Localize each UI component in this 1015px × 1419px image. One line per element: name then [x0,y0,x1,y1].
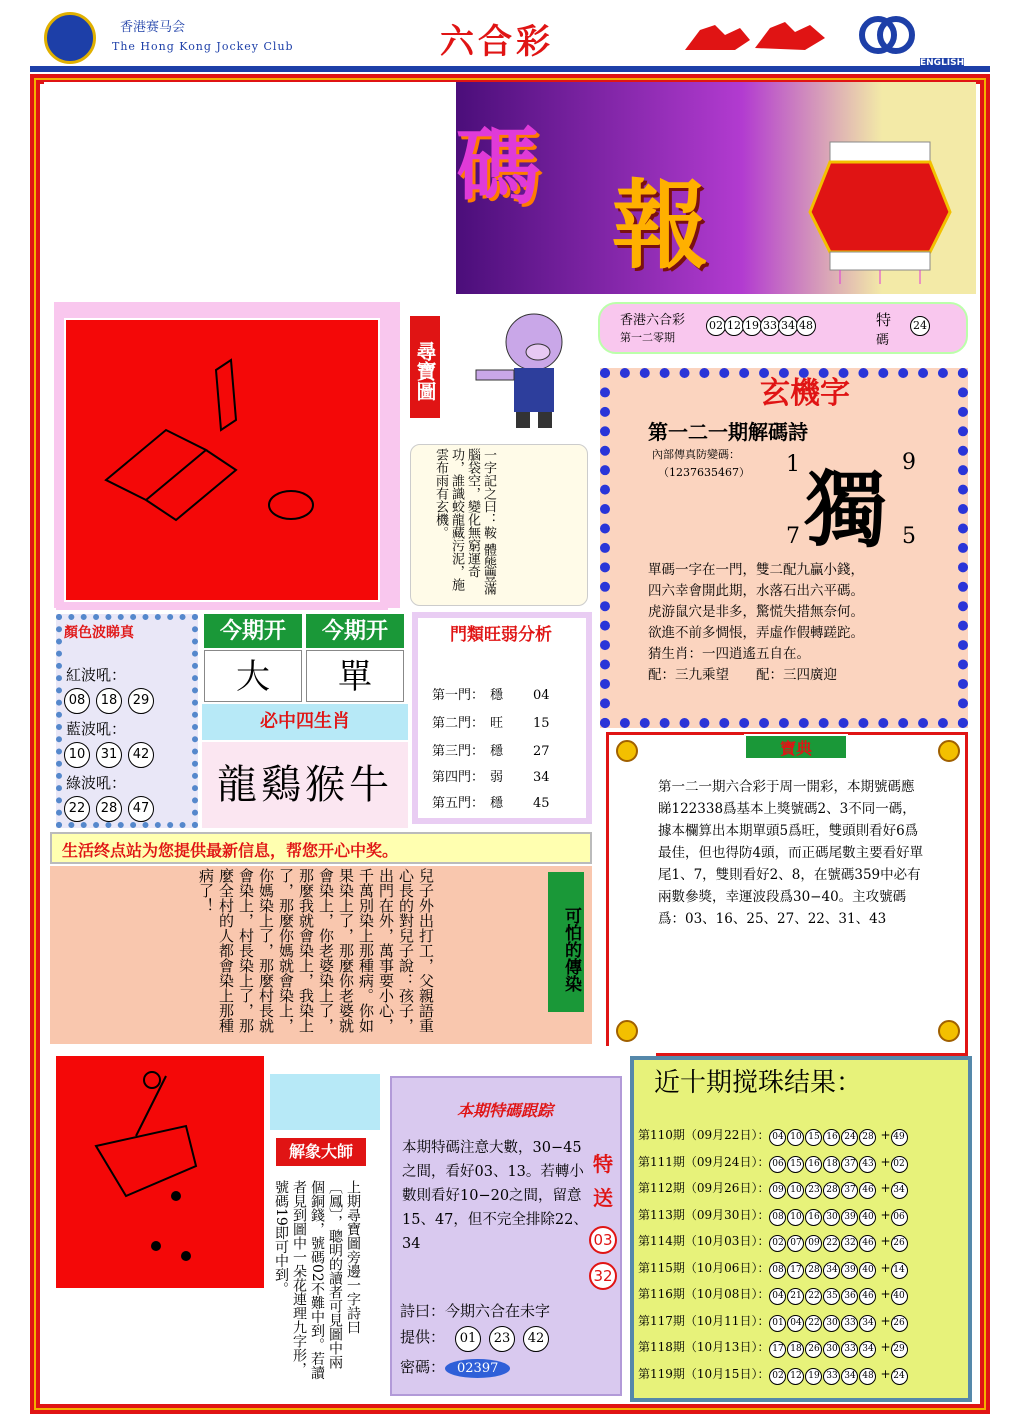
door-name: 第一門： [432,688,485,703]
history-period: 第117期（10月11日）： [638,1313,770,1328]
green-balls [64,796,160,822]
period-open-heading-2: 今期开 [306,614,404,648]
door-value: 34 [533,770,550,785]
history-ball: 19 [805,1368,822,1385]
poem-line: 單碼一字在一門，雙二配九贏小錢， [648,562,864,578]
history-row: 第112期（09月26日）： 09 10 23 28 37 46 + 34 [638,1179,909,1199]
history-ball: 39 [841,1209,858,1226]
poem-num-1: 1 [786,452,800,477]
history-ball: 18 [823,1156,840,1173]
life-station-text: 生活终点站为您提供最新信息，帮您开心中奖。 [62,841,399,860]
history-ball: 04 [769,1129,786,1146]
history-ball: 37 [841,1182,858,1199]
flower-pot-drawing-icon [56,1056,264,1288]
history-special-ball: 14 [891,1262,908,1279]
pig-mascot-icon [456,306,596,434]
red-ball: 29 [128,688,154,714]
history-ball: 06 [769,1156,786,1173]
joke-tag: 可怕的傳染 [548,872,584,1012]
door-row [432,740,550,759]
english-link[interactable]: ENGLISH [920,58,965,68]
jockey-club-logo[interactable] [44,12,96,64]
history-row: 第115期（10月06日）： 08 17 28 34 39 40 + 14 [638,1259,909,1279]
red-ball: 18 [96,688,122,714]
history-row: 第116期（10月08日）： 04 21 22 35 36 46 + 40 [638,1285,909,1305]
history-title: 近十期搅珠结果： [654,1068,863,1098]
history-ball: 22 [805,1288,822,1305]
treasure-map-image [64,318,380,602]
history-ball: 26 [805,1341,822,1358]
door-status: 旺 [490,716,504,731]
history-ball: 07 [787,1235,804,1252]
coin-icon [616,1020,638,1042]
history-ball: 22 [805,1315,822,1332]
period-open-value-2: 單 [306,650,404,702]
history-ball: 46 [859,1182,876,1199]
coin-icon [616,740,638,762]
door-row [432,766,550,785]
history-ball: 24 [841,1129,858,1146]
result-ball: 48 [796,316,816,336]
history-ball: 22 [823,1235,840,1252]
send-label-1: 特 [593,1152,613,1176]
poem-note-number: （1237635467） [658,466,750,479]
history-ball: 30 [823,1209,840,1226]
history-ball: 34 [859,1315,876,1332]
zodiac-title: 必中四生肖 [202,704,408,740]
red-balls [64,688,160,714]
history-ball: 23 [805,1182,822,1199]
history-ball: 16 [805,1209,822,1226]
history-ball: 46 [859,1288,876,1305]
history-ball: 28 [805,1262,822,1279]
treasure-book-title: 寶典 [744,734,848,760]
history-ball: 08 [769,1209,786,1226]
result-ball: 12 [724,316,744,336]
poem-line: 欲進不前多惆悵，弄虛作假轉蹉跎。 [648,625,864,641]
history-ball: 36 [841,1288,858,1305]
blue-label: 藍波吼： [66,720,127,738]
history-ball: 21 [787,1288,804,1305]
coin-icon [938,740,960,762]
special-tracking-title: 本期特碼跟踪 [456,1101,553,1120]
history-ball: 46 [859,1235,876,1252]
special-ball: 24 [910,316,930,336]
period-open-heading-1: 今期开 [204,614,302,648]
poem-line: 配：三九乘望 配：三四廣迎 [648,667,837,683]
green-ball: 22 [64,796,90,822]
history-special-ball: 40 [891,1288,908,1305]
reading-illustration [270,1074,380,1130]
banner-char-bao: 報 [612,169,708,282]
joke-story: 兒子外出打工，父親語重心長的對兒子說：孩子，出門在外，萬事要小心，千萬別染上那種病。你如果染上了，那麼你老婆就會染上，你老婆染上了，那麼我就會染上，我染上了，那麼你媽就會染上，你媽染上了，那麼村長就會染上，村長染上了，那麼全村的人都會染上那種病了！ [197,868,435,1033]
page-title: 六合彩 [440,22,554,62]
rings-logo-icon [858,14,916,56]
send-ball: 03 [589,1226,617,1254]
special-label-1: 特 [876,311,892,329]
history-ball: 17 [787,1262,804,1279]
history-ball: 30 [823,1341,840,1358]
green-label: 綠波吼： [66,774,127,792]
history-ball: 17 [769,1341,786,1358]
history-special-ball: 06 [891,1209,908,1226]
banner-char-ma: 碼 [456,117,541,216]
door-value: 04 [533,688,550,703]
poem-heading: 第一二一期解碼詩 [648,420,808,444]
blank-area [44,82,456,294]
door-status: 弱 [490,770,504,785]
big-character: 獨 [805,462,888,558]
history-ball: 33 [841,1315,858,1332]
poem-line: 猜生肖：一四逍遙五自在。 [648,646,810,662]
door-status: 穩 [490,744,504,759]
flower-pot-image [56,1056,264,1288]
history-ball: 16 [823,1129,840,1146]
history-ball: 40 [859,1209,876,1226]
history-ball: 30 [823,1315,840,1332]
history-ball: 02 [769,1235,786,1252]
history-row: 第119期（10月15日）： 02 12 19 33 34 48 + 24 [638,1365,909,1385]
poem-num-9: 9 [902,450,916,475]
history-ball: 04 [787,1315,804,1332]
history-ball: 10 [787,1209,804,1226]
blue-ball: 31 [96,742,122,768]
door-analysis-title: 門類旺弱分析 [450,625,552,645]
result-ball: 02 [706,316,726,336]
code-value: 02397 [445,1359,510,1378]
history-special-ball: 24 [891,1368,908,1385]
poem-title: 玄機字 [760,376,850,411]
lantern-icon [800,112,960,286]
color-title: 顏色波睇真 [64,625,134,641]
history-ball: 18 [787,1341,804,1358]
history-ball: 09 [805,1235,822,1252]
history-special-ball: 49 [891,1129,908,1146]
history-row: 第114期（10月03日）： 02 07 09 22 32 46 + 26 [638,1232,909,1252]
poem-line-footer: 詩曰：今期六合在未字 [400,1302,551,1320]
door-value: 45 [533,796,550,811]
horses-icon [680,10,830,60]
poem-num-5: 5 [902,524,916,549]
zodiac-animals: 龍鷄猴牛 [202,742,408,828]
send-label-2: 送 [593,1186,613,1210]
history-ball: 01 [769,1315,786,1332]
history-period: 第118期（10月13日）： [638,1340,770,1354]
red-label: 紅波吼： [66,666,127,684]
history-period: 第114期（10月03日）： [638,1234,770,1248]
red-ball: 08 [64,688,90,714]
history-ball: 02 [769,1368,786,1385]
blank-strip [262,1046,656,1072]
period-label: 第一二零期 [620,331,675,344]
history-ball: 48 [859,1368,876,1385]
code-row [400,1356,510,1378]
scroll-text: 一字記之曰：鞍 體態豐滿腦袋空，變化無窮運奇功，誰識蛟龍藏污泥，施雲布雨有玄機。 [433,448,496,596]
provide-row [400,1326,547,1352]
history-ball: 28 [823,1182,840,1199]
history-ball: 16 [805,1156,822,1173]
door-status: 穩 [490,688,504,703]
green-ball: 28 [96,796,122,822]
door-value: 27 [533,744,550,759]
history-ball: 12 [787,1368,804,1385]
door-row [432,792,550,811]
provide-ball: 42 [523,1326,549,1352]
history-ball: 34 [841,1368,858,1385]
history-period: 第112期（09月26日）： [638,1181,770,1195]
history-ball: 10 [787,1182,804,1199]
treasure-book-text: 第一二一期六合彩于周一開彩，本期號碼應睇122338爲基本上獎號碼2、3不同一碼，據本欄算出本期單頭5爲旺，雙頭則看好6爲最佳，但也得防4頭，而正碼尾數主要看好單尾1、7，雙則看好2、8，在號碼359中必有兩數參獎，幸運波段爲30−40。主攻號碼爲：03、16、25、27、22、31、43 [658,779,924,927]
door-status: 穩 [490,796,504,811]
history-ball: 28 [859,1129,876,1146]
history-row: 第110期（09月22日）： 04 10 15 16 24 28 + 49 [638,1126,909,1146]
interpreter-text: 上期尋寶圖旁邊一字詩曰〔鳳〕，聰明的讀者可見圖中兩個銅錢，號碼02不難中到。若讀者見到圖中一朵花連理九字形，號碼19即可中到。 [273,1180,361,1380]
history-period: 第110期（09月22日）： [638,1128,770,1142]
door-name: 第四門： [432,770,485,785]
green-ball: 47 [128,796,154,822]
history-ball: 33 [823,1368,840,1385]
history-ball: 15 [805,1129,822,1146]
door-name: 第三門： [432,744,485,759]
history-ball: 32 [841,1235,858,1252]
history-ball: 40 [859,1262,876,1279]
history-row: 第113期（09月30日）： 08 10 16 30 39 40 + 06 [638,1206,909,1226]
poem-num-7: 7 [786,524,800,549]
interpreter-title: 解象大師 [276,1138,366,1166]
door-name: 第五門： [432,796,485,811]
history-ball: 34 [823,1262,840,1279]
poem-note: 內部傳真防變碼： [652,448,740,461]
history-row: 第118期（10月13日）： 17 18 26 30 33 34 + 29 [638,1338,909,1358]
history-ball: 34 [859,1341,876,1358]
org-name-cn: 香港赛马会 [120,20,186,35]
history-period: 第116期（10月08日）： [638,1287,770,1301]
history-special-ball: 02 [891,1156,908,1173]
history-ball: 09 [769,1182,786,1199]
blue-balls [64,742,160,768]
period-open-value-1: 大 [204,650,302,702]
history-special-ball: 29 [891,1341,908,1358]
provide-ball: 23 [489,1326,515,1352]
poem-line: 虎游鼠穴是非多，驚慌失措無奈何。 [648,604,864,620]
coin-icon [938,1020,960,1042]
history-special-ball: 26 [891,1315,908,1332]
special-label-2: 碼 [876,333,890,348]
blue-ball: 10 [64,742,90,768]
history-special-ball: 34 [891,1182,908,1199]
result-ball: 19 [742,316,762,336]
result-ball: 33 [760,316,780,336]
poem-body [648,560,948,686]
blue-ball: 42 [128,742,154,768]
send-ball: 32 [589,1262,617,1290]
lottery-name: 香港六合彩 [620,313,686,328]
history-ball: 08 [769,1262,786,1279]
history-period: 第115期（10月06日）： [638,1260,770,1275]
history-ball: 39 [841,1262,858,1279]
history-ball: 10 [787,1129,804,1146]
door-name: 第二門： [432,716,485,731]
history-period: 第113期（09月30日）： [638,1207,770,1222]
history-row: 第117期（10月11日）： 01 04 22 30 33 34 + 26 [638,1312,909,1332]
stairs-drawing-icon [66,320,382,604]
history-ball: 15 [787,1156,804,1173]
special-tracking-text: 本期特碼注意大數，30−45之間，看好03、13。若轉小數則看好10−20之間，留意15、47，但不完全排除22、34 [402,1140,588,1252]
history-ball: 35 [823,1288,840,1305]
code-label: 密碼： [400,1358,446,1376]
door-row [432,684,550,703]
history-row: 第111期（09月24日）： 06 15 16 18 37 43 + 02 [638,1153,909,1173]
treasure-label: 尋寶圖 [410,316,440,418]
provide-label: 提供： [400,1328,446,1346]
result-balls [706,316,814,336]
history-special-ball: 26 [891,1235,908,1252]
history-ball: 04 [769,1288,786,1305]
door-row [432,712,550,731]
door-value: 15 [533,716,550,731]
history-ball: 43 [859,1156,876,1173]
poem-line: 四六幸會開此期，水落石出六平碼。 [648,583,864,599]
result-ball: 34 [778,316,798,336]
history-period: 第119期（10月15日）： [638,1366,770,1381]
provide-ball: 01 [455,1326,481,1352]
org-name-en: The Hong Kong Jockey Club [112,40,294,53]
history-ball: 37 [841,1156,858,1173]
history-period: 第111期（09月24日）： [638,1154,770,1169]
history-ball: 33 [841,1341,858,1358]
